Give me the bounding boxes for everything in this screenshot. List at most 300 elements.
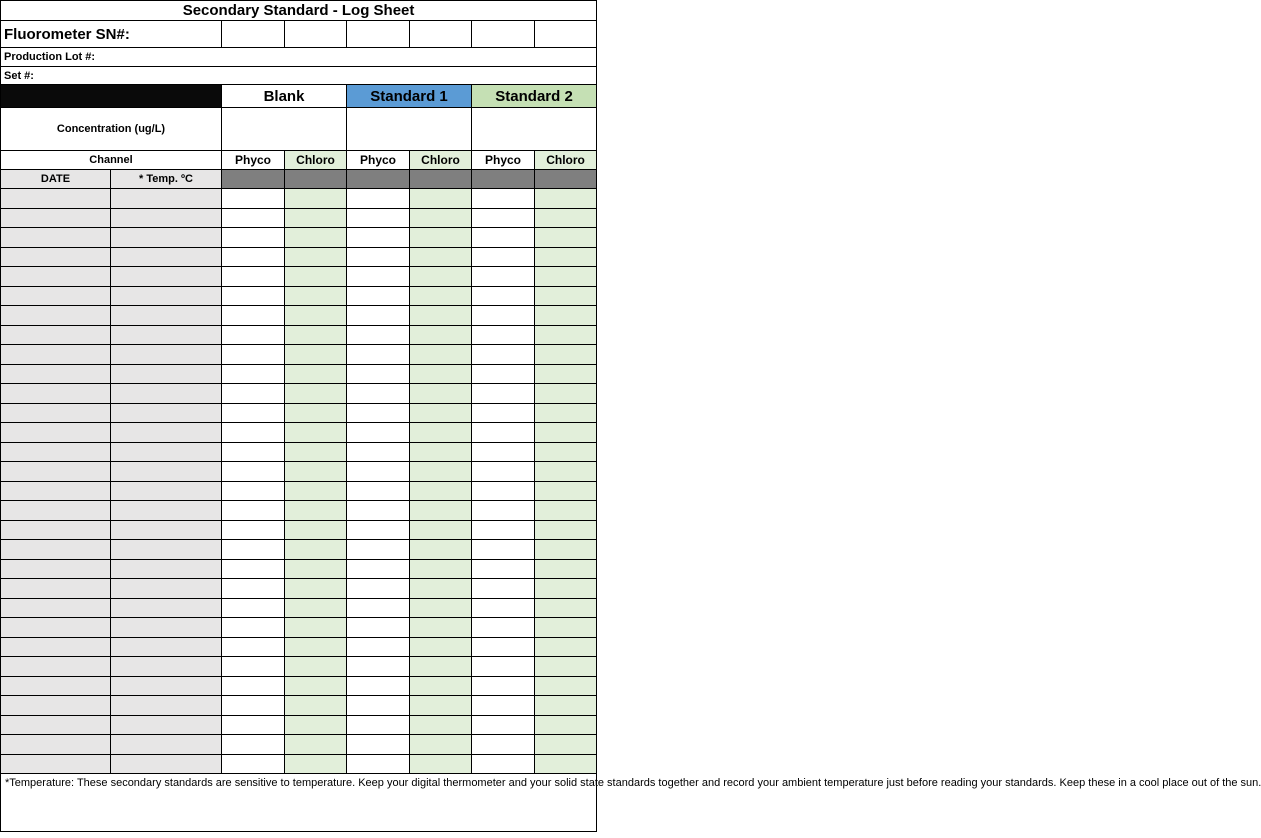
temperature-field[interactable] — [111, 501, 222, 521]
standard-2-chloro-field[interactable] — [535, 189, 597, 209]
standard-2-chloro-field[interactable] — [535, 306, 597, 326]
standard-2-phyco-field[interactable] — [472, 696, 535, 716]
standard-2-chloro-field[interactable] — [535, 267, 597, 287]
blank-chloro-field[interactable] — [285, 715, 347, 735]
table-row — [1, 364, 597, 384]
blank-chloro-field[interactable] — [285, 423, 347, 443]
standard-2-phyco-field[interactable] — [472, 715, 535, 735]
date-field[interactable] — [1, 403, 111, 423]
blank-phyco-field[interactable] — [222, 676, 285, 696]
standard-1-chloro-field[interactable] — [410, 520, 472, 540]
temperature-footnote: *Temperature: These secondary standards are sensitive to temperature. Keep your digital thermometer and your solid state standards together and record your ambient temperature just before reading your standards. Keep these in a cool place out of the sun. — [1, 774, 597, 832]
table-row — [1, 325, 597, 345]
date-field[interactable] — [1, 208, 111, 228]
standard-2-chloro-field[interactable] — [535, 228, 597, 248]
standard-1-phyco-field[interactable] — [347, 325, 410, 345]
temperature-field[interactable] — [111, 540, 222, 560]
standard-2-chloro-field[interactable] — [535, 637, 597, 657]
blank-phyco-field[interactable] — [222, 715, 285, 735]
standard-2-chloro-field[interactable] — [535, 559, 597, 579]
temperature-field[interactable] — [111, 286, 222, 306]
standard-1-phyco-field[interactable] — [347, 754, 410, 774]
blank-phyco-field[interactable] — [222, 696, 285, 716]
blank-concentration-field[interactable] — [222, 108, 347, 151]
standard-1-chloro-field[interactable] — [410, 657, 472, 677]
standard-1-phyco-field[interactable] — [347, 715, 410, 735]
date-field[interactable] — [1, 267, 111, 287]
blank-chloro-field[interactable] — [285, 384, 347, 404]
temperature-field[interactable] — [111, 384, 222, 404]
blank-phyco-field[interactable] — [222, 462, 285, 482]
standard-1-chloro-field[interactable] — [410, 637, 472, 657]
standard-2-phyco-field[interactable] — [472, 657, 535, 677]
blank-chloro-field[interactable] — [285, 442, 347, 462]
standard-1-chloro-field[interactable] — [410, 247, 472, 267]
standard-1-phyco-field[interactable] — [347, 423, 410, 443]
blank-chloro-field[interactable] — [285, 462, 347, 482]
blank-chloro-field[interactable] — [285, 637, 347, 657]
standard-2-phyco-field[interactable] — [472, 462, 535, 482]
table-row — [1, 676, 597, 696]
standard-2-chloro-field[interactable] — [535, 481, 597, 501]
blank-chloro-field[interactable] — [285, 754, 347, 774]
blank-phyco-field[interactable] — [222, 559, 285, 579]
date-field[interactable] — [1, 540, 111, 560]
table-row — [1, 189, 597, 209]
blank-chloro-field[interactable] — [285, 696, 347, 716]
standard-1-chloro-field[interactable] — [410, 345, 472, 365]
temperature-field[interactable] — [111, 657, 222, 677]
blank-chloro-field[interactable] — [285, 520, 347, 540]
table-row — [1, 247, 597, 267]
blank-phyco-field[interactable] — [222, 247, 285, 267]
date-field[interactable] — [1, 286, 111, 306]
header-shade-cell — [472, 170, 535, 189]
blank-phyco-field[interactable] — [222, 579, 285, 599]
temperature-field[interactable] — [111, 462, 222, 482]
blank-chloro-field[interactable] — [285, 481, 347, 501]
blank-chloro-field[interactable] — [285, 306, 347, 326]
standard-1-phyco-field[interactable] — [347, 501, 410, 521]
blank-phyco-field[interactable] — [222, 520, 285, 540]
standard-2-phyco-field[interactable] — [472, 403, 535, 423]
standard-1-chloro-field[interactable] — [410, 364, 472, 384]
temperature-field[interactable] — [111, 754, 222, 774]
blank-chloro-field[interactable] — [285, 345, 347, 365]
standard-2-chloro-field[interactable] — [535, 696, 597, 716]
blank-phyco-field[interactable] — [222, 637, 285, 657]
temperature-field[interactable] — [111, 696, 222, 716]
blank-phyco-field[interactable] — [222, 306, 285, 326]
table-row — [1, 657, 597, 677]
blank-phyco-field[interactable] — [222, 423, 285, 443]
standard-1-chloro-field[interactable] — [410, 579, 472, 599]
standard-1-chloro-field[interactable] — [410, 423, 472, 443]
standard-1-chloro-field[interactable] — [410, 754, 472, 774]
table-row — [1, 423, 597, 443]
date-field[interactable] — [1, 696, 111, 716]
standard-2-concentration-field[interactable] — [472, 108, 597, 151]
standard-1-chloro-field[interactable] — [410, 306, 472, 326]
table-row — [1, 501, 597, 521]
standard-1-chloro-field[interactable] — [410, 501, 472, 521]
temperature-field[interactable] — [111, 676, 222, 696]
standard-2-chloro-field[interactable] — [535, 735, 597, 755]
temperature-field[interactable] — [111, 306, 222, 326]
blank-phyco-field[interactable] — [222, 189, 285, 209]
standard-2-chloro-field[interactable] — [535, 754, 597, 774]
date-field[interactable] — [1, 559, 111, 579]
blank-phyco-field[interactable] — [222, 364, 285, 384]
temperature-field[interactable] — [111, 403, 222, 423]
blank-chloro-field[interactable] — [285, 657, 347, 677]
date-field[interactable] — [1, 754, 111, 774]
channel-phyco-standard-1: Phyco — [347, 151, 410, 170]
standard-1-phyco-field[interactable] — [347, 384, 410, 404]
standard-2-phyco-field[interactable] — [472, 423, 535, 443]
standard-1-chloro-field[interactable] — [410, 384, 472, 404]
blank-phyco-field[interactable] — [222, 208, 285, 228]
date-field[interactable] — [1, 228, 111, 248]
standard-2-chloro-field[interactable] — [535, 462, 597, 482]
temperature-field[interactable] — [111, 735, 222, 755]
date-field[interactable] — [1, 598, 111, 618]
blank-phyco-field[interactable] — [222, 267, 285, 287]
standard-1-phyco-field[interactable] — [347, 189, 410, 209]
standard-1-chloro-field[interactable] — [410, 325, 472, 345]
temperature-field[interactable] — [111, 637, 222, 657]
standard-1-phyco-field[interactable] — [347, 657, 410, 677]
standard-2-chloro-field[interactable] — [535, 657, 597, 677]
temperature-field[interactable] — [111, 423, 222, 443]
blank-phyco-field[interactable] — [222, 598, 285, 618]
blank-phyco-field[interactable] — [222, 325, 285, 345]
standard-2-phyco-field[interactable] — [472, 364, 535, 384]
standard-1-chloro-field[interactable] — [410, 559, 472, 579]
date-field[interactable] — [1, 637, 111, 657]
header-shade-cell — [535, 170, 597, 189]
temperature-field[interactable] — [111, 364, 222, 384]
table-row — [1, 208, 597, 228]
standard-2-chloro-field[interactable] — [535, 403, 597, 423]
temperature-field[interactable] — [111, 520, 222, 540]
blank-chloro-field[interactable] — [285, 598, 347, 618]
standard-1-phyco-field[interactable] — [347, 676, 410, 696]
blank-phyco-field[interactable] — [222, 403, 285, 423]
temperature-field[interactable] — [111, 442, 222, 462]
table-row — [1, 384, 597, 404]
blank-phyco-field[interactable] — [222, 345, 285, 365]
standard-2-phyco-field[interactable] — [472, 442, 535, 462]
standard-1-phyco-field[interactable] — [347, 618, 410, 638]
standard-2-phyco-field[interactable] — [472, 345, 535, 365]
standard-2-chloro-field[interactable] — [535, 208, 597, 228]
standard-2-phyco-field[interactable] — [472, 208, 535, 228]
table-row — [1, 696, 597, 716]
blank-phyco-field[interactable] — [222, 754, 285, 774]
table-row — [1, 267, 597, 287]
blank-chloro-field[interactable] — [285, 247, 347, 267]
standard-2-chloro-field[interactable] — [535, 598, 597, 618]
table-row — [1, 579, 597, 599]
header-blackout-cell — [1, 85, 222, 108]
blank-chloro-field[interactable] — [285, 325, 347, 345]
table-row — [1, 403, 597, 423]
standard-2-chloro-field[interactable] — [535, 423, 597, 443]
standard-1-phyco-field[interactable] — [347, 442, 410, 462]
fluorometer-sn-field[interactable] — [472, 21, 535, 48]
blank-phyco-field[interactable] — [222, 286, 285, 306]
channel-label: Channel — [1, 151, 222, 170]
date-field[interactable] — [1, 501, 111, 521]
header-shade-cell — [285, 170, 347, 189]
standard-1-chloro-field[interactable] — [410, 442, 472, 462]
temperature-field[interactable] — [111, 481, 222, 501]
header-shade-cell — [222, 170, 285, 189]
table-row — [1, 754, 597, 774]
standard-2-chloro-field[interactable] — [535, 325, 597, 345]
standard-2-chloro-field[interactable] — [535, 384, 597, 404]
fluorometer-sn-field[interactable] — [285, 21, 347, 48]
standard-1-phyco-field[interactable] — [347, 559, 410, 579]
standard-1-phyco-field[interactable] — [347, 247, 410, 267]
standard-2-phyco-field[interactable] — [472, 228, 535, 248]
blank-chloro-field[interactable] — [285, 559, 347, 579]
standard-2-chloro-field[interactable] — [535, 442, 597, 462]
table-row — [1, 345, 597, 365]
standard-2-chloro-field[interactable] — [535, 676, 597, 696]
date-field[interactable] — [1, 423, 111, 443]
header-shade-cell — [347, 170, 410, 189]
standard-2-chloro-field[interactable] — [535, 715, 597, 735]
date-field[interactable] — [1, 715, 111, 735]
table-row — [1, 559, 597, 579]
channel-phyco-standard-2: Phyco — [472, 151, 535, 170]
temperature-field[interactable] — [111, 208, 222, 228]
standard-1-chloro-field[interactable] — [410, 618, 472, 638]
concentration-label: Concentration (ug/L) — [1, 108, 222, 151]
table-row — [1, 462, 597, 482]
standard-1-chloro-field[interactable] — [410, 696, 472, 716]
blank-chloro-field[interactable] — [285, 579, 347, 599]
standard-2-chloro-field[interactable] — [535, 579, 597, 599]
standard-2-phyco-field[interactable] — [472, 481, 535, 501]
blank-chloro-field[interactable] — [285, 501, 347, 521]
standard-2-phyco-field[interactable] — [472, 189, 535, 209]
standard-2-phyco-field[interactable] — [472, 618, 535, 638]
standard-2-chloro-field[interactable] — [535, 540, 597, 560]
date-field[interactable] — [1, 306, 111, 326]
temperature-field[interactable] — [111, 715, 222, 735]
standard-1-phyco-field[interactable] — [347, 306, 410, 326]
date-field[interactable] — [1, 189, 111, 209]
blank-phyco-field[interactable] — [222, 442, 285, 462]
standard-2-phyco-field[interactable] — [472, 384, 535, 404]
date-field[interactable] — [1, 618, 111, 638]
temperature-field[interactable] — [111, 228, 222, 248]
standard-2-chloro-field[interactable] — [535, 247, 597, 267]
fluorometer-sn-field[interactable] — [347, 21, 410, 48]
standard-2-chloro-field[interactable] — [535, 286, 597, 306]
standard-1-chloro-field[interactable] — [410, 208, 472, 228]
date-field[interactable] — [1, 657, 111, 677]
blank-phyco-field[interactable] — [222, 384, 285, 404]
blank-header: Blank — [222, 85, 347, 108]
table-row — [1, 286, 597, 306]
blank-phyco-field[interactable] — [222, 501, 285, 521]
standard-1-phyco-field[interactable] — [347, 481, 410, 501]
standard-2-chloro-field[interactable] — [535, 618, 597, 638]
standard-1-phyco-field[interactable] — [347, 208, 410, 228]
channel-chloro-standard-1: Chloro — [410, 151, 472, 170]
table-row — [1, 637, 597, 657]
standard-1-phyco-field[interactable] — [347, 267, 410, 287]
standard-1-chloro-field[interactable] — [410, 267, 472, 287]
standard-2-phyco-field[interactable] — [472, 501, 535, 521]
date-field[interactable] — [1, 247, 111, 267]
standard-1-phyco-field[interactable] — [347, 579, 410, 599]
temperature-field[interactable] — [111, 618, 222, 638]
standard-1-phyco-field[interactable] — [347, 540, 410, 560]
temperature-field[interactable] — [111, 559, 222, 579]
table-row — [1, 735, 597, 755]
standard-1-chloro-field[interactable] — [410, 403, 472, 423]
standard-2-chloro-field[interactable] — [535, 520, 597, 540]
standard-1-chloro-field[interactable] — [410, 228, 472, 248]
standard-1-phyco-field[interactable] — [347, 735, 410, 755]
date-field[interactable] — [1, 579, 111, 599]
standard-1-chloro-field[interactable] — [410, 598, 472, 618]
standard-2-phyco-field[interactable] — [472, 754, 535, 774]
standard-1-phyco-field[interactable] — [347, 462, 410, 482]
standard-1-chloro-field[interactable] — [410, 189, 472, 209]
standard-2-phyco-field[interactable] — [472, 579, 535, 599]
temperature-field[interactable] — [111, 267, 222, 287]
standard-1-phyco-field[interactable] — [347, 364, 410, 384]
temperature-field[interactable] — [111, 345, 222, 365]
standard-2-phyco-field[interactable] — [472, 286, 535, 306]
date-field[interactable] — [1, 325, 111, 345]
fluorometer-sn-field[interactable] — [535, 21, 597, 48]
date-column-header: DATE — [1, 170, 111, 189]
table-row — [1, 442, 597, 462]
date-field[interactable] — [1, 442, 111, 462]
date-field[interactable] — [1, 384, 111, 404]
standard-2-header: Standard 2 — [472, 85, 597, 108]
standard-1-chloro-field[interactable] — [410, 735, 472, 755]
blank-chloro-field[interactable] — [285, 540, 347, 560]
blank-chloro-field[interactable] — [285, 267, 347, 287]
standard-2-chloro-field[interactable] — [535, 345, 597, 365]
temperature-field[interactable] — [111, 579, 222, 599]
table-row — [1, 540, 597, 560]
standard-2-phyco-field[interactable] — [472, 559, 535, 579]
blank-chloro-field[interactable] — [285, 189, 347, 209]
standard-2-phyco-field[interactable] — [472, 637, 535, 657]
channel-chloro-standard-2: Chloro — [535, 151, 597, 170]
standard-2-phyco-field[interactable] — [472, 520, 535, 540]
standard-1-header: Standard 1 — [347, 85, 472, 108]
table-row — [1, 520, 597, 540]
table-row — [1, 306, 597, 326]
standard-1-phyco-field[interactable] — [347, 286, 410, 306]
blank-chloro-field[interactable] — [285, 228, 347, 248]
standard-1-chloro-field[interactable] — [410, 676, 472, 696]
date-field[interactable] — [1, 676, 111, 696]
standard-1-phyco-field[interactable] — [347, 345, 410, 365]
standard-2-phyco-field[interactable] — [472, 325, 535, 345]
blank-chloro-field[interactable] — [285, 618, 347, 638]
standard-2-phyco-field[interactable] — [472, 267, 535, 287]
channel-phyco-blank: Phyco — [222, 151, 285, 170]
standard-1-phyco-field[interactable] — [347, 637, 410, 657]
temperature-field[interactable] — [111, 325, 222, 345]
standard-1-phyco-field[interactable] — [347, 403, 410, 423]
set-label[interactable]: Set #: — [1, 67, 597, 85]
standard-1-phyco-field[interactable] — [347, 520, 410, 540]
temperature-field[interactable] — [111, 598, 222, 618]
date-field[interactable] — [1, 462, 111, 482]
standard-2-chloro-field[interactable] — [535, 364, 597, 384]
blank-chloro-field[interactable] — [285, 676, 347, 696]
date-field[interactable] — [1, 481, 111, 501]
standard-1-chloro-field[interactable] — [410, 540, 472, 560]
fluorometer-sn-field[interactable] — [410, 21, 472, 48]
blank-chloro-field[interactable] — [285, 364, 347, 384]
standard-1-concentration-field[interactable] — [347, 108, 472, 151]
blank-chloro-field[interactable] — [285, 735, 347, 755]
channel-chloro-blank: Chloro — [285, 151, 347, 170]
blank-chloro-field[interactable] — [285, 403, 347, 423]
standard-2-phyco-field[interactable] — [472, 676, 535, 696]
blank-chloro-field[interactable] — [285, 208, 347, 228]
standard-1-chloro-field[interactable] — [410, 462, 472, 482]
blank-phyco-field[interactable] — [222, 657, 285, 677]
blank-phyco-field[interactable] — [222, 540, 285, 560]
blank-phyco-field[interactable] — [222, 481, 285, 501]
temperature-field[interactable] — [111, 247, 222, 267]
standard-1-chloro-field[interactable] — [410, 286, 472, 306]
standard-2-phyco-field[interactable] — [472, 598, 535, 618]
table-row — [1, 715, 597, 735]
standard-2-phyco-field[interactable] — [472, 247, 535, 267]
standard-1-phyco-field[interactable] — [347, 598, 410, 618]
blank-phyco-field[interactable] — [222, 735, 285, 755]
blank-chloro-field[interactable] — [285, 286, 347, 306]
standard-2-chloro-field[interactable] — [535, 501, 597, 521]
date-field[interactable] — [1, 364, 111, 384]
table-row — [1, 228, 597, 248]
standard-2-phyco-field[interactable] — [472, 540, 535, 560]
temperature-field[interactable] — [111, 189, 222, 209]
standard-2-phyco-field[interactable] — [472, 306, 535, 326]
standard-1-chloro-field[interactable] — [410, 481, 472, 501]
standard-1-chloro-field[interactable] — [410, 715, 472, 735]
date-field[interactable] — [1, 345, 111, 365]
standard-1-phyco-field[interactable] — [347, 696, 410, 716]
fluorometer-sn-label: Fluorometer SN#: — [1, 21, 222, 48]
blank-phyco-field[interactable] — [222, 618, 285, 638]
table-row — [1, 618, 597, 638]
standard-1-phyco-field[interactable] — [347, 228, 410, 248]
production-lot-label[interactable]: Production Lot #: — [1, 48, 597, 67]
blank-phyco-field[interactable] — [222, 228, 285, 248]
temperature-column-header: * Temp. ºC — [111, 170, 222, 189]
date-field[interactable] — [1, 520, 111, 540]
standard-2-phyco-field[interactable] — [472, 735, 535, 755]
date-field[interactable] — [1, 735, 111, 755]
fluorometer-sn-field[interactable] — [222, 21, 285, 48]
